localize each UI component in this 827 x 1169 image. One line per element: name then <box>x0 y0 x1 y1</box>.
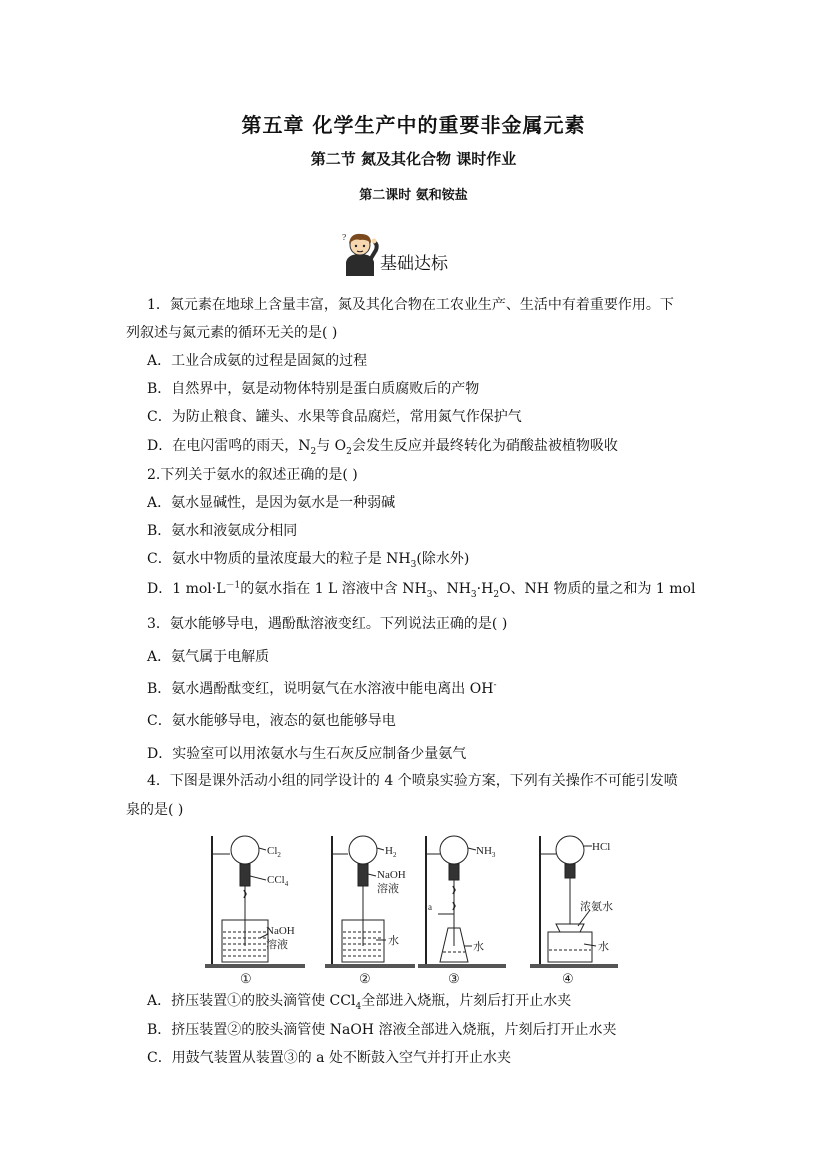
q4-option-b: B．挤压装置②的胶头滴管使 NaOH 溶液全部进入烧瓶，片刻后打开止水夹 <box>147 1022 617 1038</box>
q1-option-a: A．工业合成氨的过程是固氮的过程 <box>147 353 368 369</box>
q2-option-c: C．氨水中物质的量浓度最大的粒子是 $NH_3$(除水外) <box>147 551 470 570</box>
svg-text:浓氨水: 浓氨水 <box>580 901 613 913</box>
q3-option-b: B．氨水遇酚酞变红，说明氨气在水溶液中能电离出 OH- <box>147 680 497 697</box>
q3-option-a: A．氨气属于电解质 <box>147 649 270 665</box>
q2-option-a: A．氨水显碱性，是因为氨水是一种弱碱 <box>147 495 396 511</box>
lesson-subtitle: 第二课时 氨和铵盐 <box>359 188 468 203</box>
q1-stem-line1: 1．氮元素在地球上含量丰富，氮及其化合物在工农业生产、生活中有着重要作用。下 <box>147 297 674 313</box>
svg-text:NH3: $NH_3$ <box>476 845 496 859</box>
svg-text:溶液: 溶液 <box>266 939 288 951</box>
q1-option-d: D．在电闪雷鸣的雨天，$N_2$与 $O_2$会发生反应并最终转化为硝酸盐被植物吸收 <box>147 438 618 457</box>
svg-text:HCl: HCl <box>592 841 611 853</box>
section-subtitle: 第二节 氮及其化合物 课时作业 <box>310 150 517 168</box>
svg-text:a: a <box>428 902 432 912</box>
student-thinking-icon <box>340 230 380 276</box>
q3-stem: 3．氨水能够导电，遇酚酞溶液变红。下列说法正确的是( ) <box>147 616 508 632</box>
apparatus-4 <box>530 836 618 986</box>
q1-stem-line2: 列叙述与氮元素的循环无关的是( ) <box>126 325 338 341</box>
section-heading <box>340 228 448 276</box>
svg-text:水: 水 <box>388 935 399 947</box>
section-label: 基础达标 <box>380 254 448 274</box>
q2-option-b: B．氨水和液氨成分相同 <box>147 523 298 539</box>
figure-label-4: ④ <box>562 971 574 986</box>
q3-option-c: C．氨水能够导电，液态的氨也能够导电 <box>147 713 396 729</box>
svg-text:H2: $H_2$ <box>385 845 397 859</box>
apparatus-1 <box>205 836 305 986</box>
svg-text:水: 水 <box>473 941 484 953</box>
q3-option-d: D．实验室可以用浓氨水与生石灰反应制备少量氨气 <box>147 746 467 762</box>
svg-text:NaOH: NaOH <box>266 925 295 937</box>
q4-stem-line1: 4．下图是课外活动小组的同学设计的 4 个喷泉实验方案，下列有关操作不可能引发喷 <box>147 773 678 789</box>
figure-label-3: ③ <box>448 971 460 986</box>
apparatus-3 <box>418 836 506 986</box>
svg-text:NaOH: NaOH <box>377 869 406 881</box>
page-title: 第五章 化学生产中的重要非金属元素 <box>241 113 586 137</box>
apparatus-2 <box>325 836 415 986</box>
svg-text:CCl4: CCl$_4$ <box>267 874 289 888</box>
q2-option-d: D．1 $mol\cdot L^{-1}$的氨水指在 1 L 溶液中含 $NH_3$、$NH_3\cdot H_2O$、NH 物质的量之和为 1 mol <box>147 580 696 600</box>
q4-option-c: C．用鼓气装置从装置③的 a 处不断鼓入空气并打开止水夹 <box>147 1050 511 1066</box>
svg-text:水: 水 <box>598 941 609 953</box>
figure-label-2: ② <box>359 971 371 986</box>
fountain-apparatus-figure <box>200 828 620 990</box>
q2-stem: 2.下列关于氨水的叙述正确的是( ) <box>147 467 358 483</box>
svg-text:?: ? <box>342 233 347 242</box>
figure-label-1: ① <box>240 971 252 986</box>
q1-option-c: C．为防止粮食、罐头、水果等食品腐烂，常用氮气作保护气 <box>147 409 522 425</box>
q1-option-b: B．自然界中，氨是动物体特别是蛋白质腐败后的产物 <box>147 381 480 397</box>
q4-stem-line2: 泉的是( ) <box>126 802 184 818</box>
svg-text:溶液: 溶液 <box>377 883 399 895</box>
svg-text:Cl2: $Cl_2$ <box>267 845 281 859</box>
q4-option-a: A．挤压装置①的胶头滴管使 CCl$_4$全部进入烧瓶，片刻后打开止水夹 <box>147 993 572 1012</box>
